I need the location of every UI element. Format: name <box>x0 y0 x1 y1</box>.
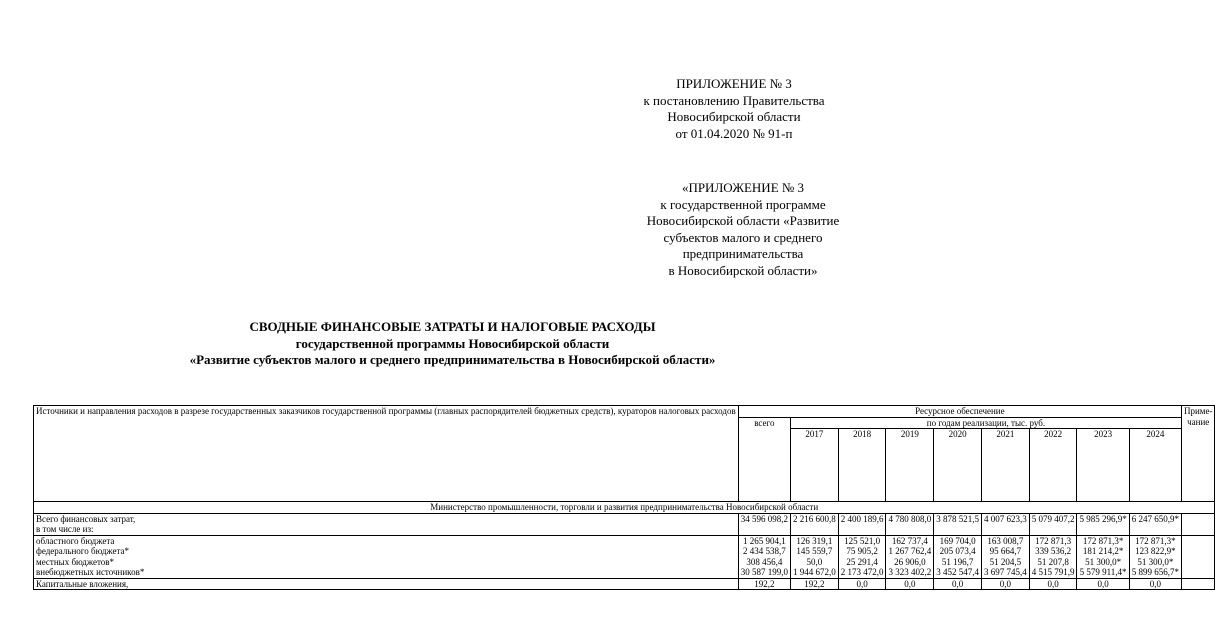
header-note-line: Приме- <box>1183 406 1213 416</box>
appendix-line: к государственной программе <box>660 196 826 212</box>
value-cell: 163 008,7 95 664,7 51 204,5 3 697 745,4 <box>981 535 1029 578</box>
ministry-row: Министерство промышленности, торговли и развития предпринимательства Новосибирской области <box>34 502 1215 514</box>
value-cell: 162 737,4 1 267 762,4 26 906,0 3 323 402,2 <box>886 535 934 578</box>
document-title <box>0 319 905 369</box>
value-cell: 0,0 <box>886 578 934 590</box>
row-label: Капитальные вложения, <box>34 578 739 590</box>
value-cell: 169 704,0 205 073,4 51 196,7 3 452 547,4 <box>934 535 982 578</box>
value-cell: 0,0 <box>1029 578 1077 590</box>
note-cell <box>1181 578 1215 590</box>
header-year: 2018 <box>838 429 886 502</box>
header-note <box>1181 406 1215 502</box>
appendix-line: в Новосибирской области» <box>668 262 818 278</box>
header-source-cell: Источники и направления расходов в разрезе государственных заказчиков государственной программы (главных распорядителей бюджетных средств), кураторов налоговых расходов <box>34 406 739 502</box>
value-cell: 2 216 600,8 <box>790 513 838 535</box>
table-row <box>34 578 1215 590</box>
appendix-line: «ПРИЛОЖЕНИЕ № 3 <box>681 180 805 195</box>
header-year: 2020 <box>934 429 982 502</box>
appendix-line: Новосибирской области «Развитие <box>646 213 840 228</box>
header-total: всего <box>738 417 790 502</box>
value-cell: 4 007 623,3 <box>981 513 1029 535</box>
note-cell <box>1181 535 1215 578</box>
appendix-program-header <box>598 180 888 279</box>
value-cell: 2 400 189,6 <box>838 513 886 535</box>
value-cell: 0,0 <box>934 578 982 590</box>
header-by-years: по годам реализации, тыс. руб. <box>790 417 1181 429</box>
header-year: 2021 <box>981 429 1029 502</box>
appendix-line: субъектов малого и среднего <box>663 229 823 245</box>
title-line-name: «Развитие субъектов малого и среднего предпринимательства в Новосибирской области» <box>189 352 716 367</box>
value-cell: 34 596 098,2 <box>738 513 790 535</box>
value-cell: 5 079 407,2 <box>1029 513 1077 535</box>
table-row <box>34 513 1215 535</box>
title-line-program: государственной программы Новосибирской области <box>295 335 610 351</box>
appendix-resolution-header <box>600 76 868 142</box>
header-year: 2022 <box>1029 429 1077 502</box>
appendix-line: ПРИЛОЖЕНИЕ № 3 <box>676 76 792 91</box>
table-row <box>34 535 1215 578</box>
financial-table <box>33 405 1215 590</box>
appendix-line: предпринимательства <box>682 246 804 261</box>
value-cell: 192,2 <box>738 578 790 590</box>
value-cell: 126 319,1 145 559,7 50,0 1 944 672,0 <box>790 535 838 578</box>
value-cell: 0,0 <box>838 578 886 590</box>
value-cell: 125 521,0 75 905,2 25 291,4 2 173 472,0 <box>838 535 886 578</box>
value-cell: 4 780 808,0 <box>886 513 934 535</box>
value-cell: 172 871,3* 123 822,9* 51 300,0* 5 899 656,7* <box>1129 535 1181 578</box>
header-year: 2023 <box>1077 429 1129 502</box>
value-cell: 1 265 904,1 2 434 538,7 308 456,4 30 587 199,0 <box>738 535 790 578</box>
appendix-line: Новосибирской области <box>667 109 801 124</box>
value-cell: 192,2 <box>790 578 838 590</box>
header-year: 2019 <box>886 429 934 502</box>
value-cell: 172 871,3 339 536,2 51 207,8 4 515 791,9 <box>1029 535 1077 578</box>
value-cell: 172 871,3* 181 214,2* 51 300,0* 5 579 911,4* <box>1077 535 1129 578</box>
title-line-main: СВОДНЫЕ ФИНАНСОВЫЕ ЗАТРАТЫ И НАЛОГОВЫЕ РАСХОДЫ <box>249 319 656 334</box>
appendix-line: к постановлению Правительства <box>643 92 825 108</box>
value-cell: 6 247 650,9* <box>1129 513 1181 535</box>
value-cell: 0,0 <box>1129 578 1181 590</box>
value-cell: 0,0 <box>981 578 1029 590</box>
header-note-line: чание <box>1187 416 1210 427</box>
header-resources: Ресурсное обеспечение <box>738 406 1181 418</box>
row-label: Всего финансовых затрат, в том числе из: <box>34 513 739 535</box>
note-cell <box>1181 513 1215 535</box>
row-label: областного бюджета федерального бюджета* местных бюджетов* внебюджетных источников* <box>34 535 739 578</box>
value-cell: 3 878 521,5 <box>934 513 982 535</box>
value-cell: 5 985 296,9* <box>1077 513 1129 535</box>
appendix-line: от 01.04.2020 № 91-п <box>675 125 793 141</box>
header-year: 2024 <box>1129 429 1181 502</box>
header-year: 2017 <box>790 429 838 502</box>
value-cell: 0,0 <box>1077 578 1129 590</box>
